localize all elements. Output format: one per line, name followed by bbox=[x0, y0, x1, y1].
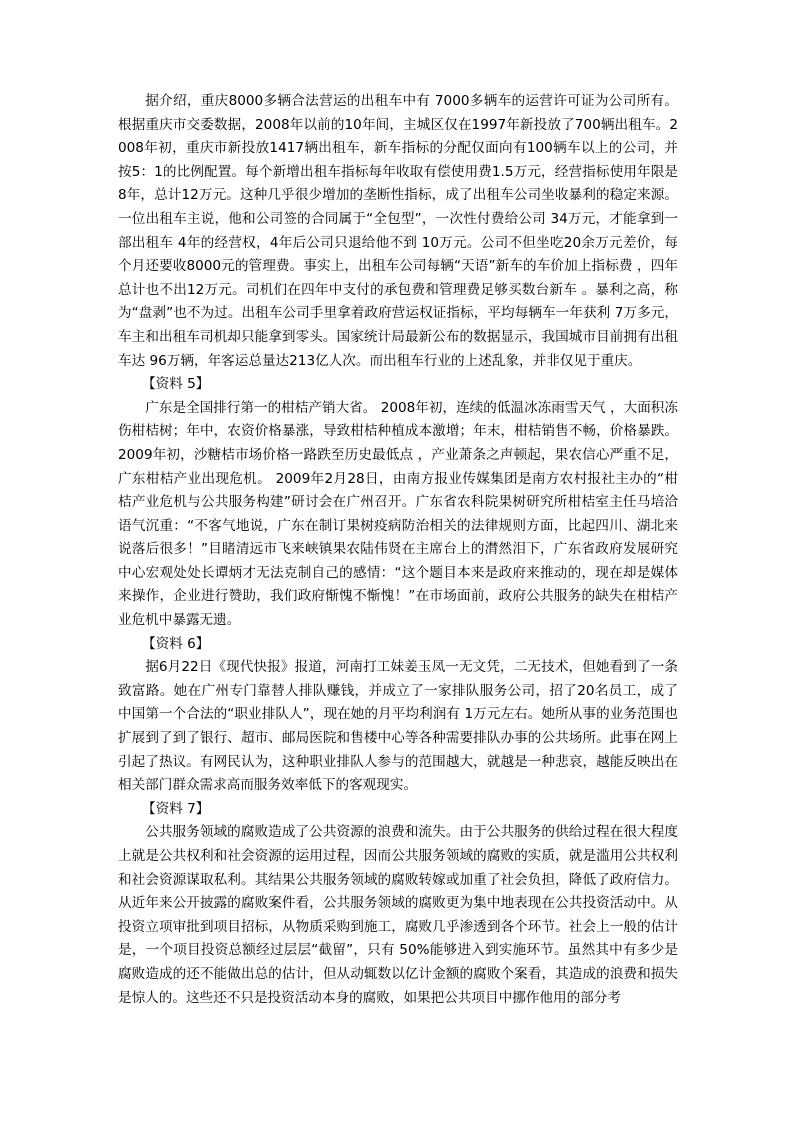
section-heading-material-5: 【资料 5】 bbox=[142, 376, 210, 393]
paragraph-taxi-chongqing: 据介绍，重庆8000多辆合法营运的出租车中有 7000多辆车的运营许可证为公司所有。根据重庆市交委数据，2008年以前的10年间，主城区仅在1997年新投放了700辆出租车。2008年初，重庆市新投放1417辆出租车，新车指标的分配仅面向有100辆车以上的公司，并按5：1的比例配置。每个新增出租车指标每年收取有偿使用费1.5万元，经营指标使用年限是 8年，总计12万元。这种几乎很少增加的垄断性指标，成了出租车公司坐收暴利的稳定来源。一位出租车主说，他和公司签的合同属于“全包型”，一次性付费给公司 34万元，才能拿到一部出租车 4年的经营权，4年后公司只退给他不到 10万元。公司不但坐吃20余万元差价，每个月还要收8000元的管理费。事实上，出租车公司每辆“天语”新车的车价加上指标费 ，四年总计也不出12万元。司机们在四年中支付的承包费和管理费足够买数台新车 。暴利之高，称为“盘剥”也不为过。出租车公司手里拿着政府营运权证指标，平均每辆车一年获利 7万多元，车主和出租车司机却只能拿到零头。国家统计局最新公布的数据显示，我国城市目前拥有出租车达 96万辆，年客运总量达213亿人次。而出租车行业的上述乱象，并非仅见于重庆。 bbox=[118, 93, 678, 369]
paragraph-public-service-corruption: 公共服务领域的腐败造成了公共资源的浪费和流失。由于公共服务的供给过程在很大程度上就是公共权利和社会资源的运用过程，因而公共服务领域的腐败的实质，就是滥用公共权利和社会资源谋取私利。其结果公共服务领域的腐败转嫁或加重了社会负担，降低了政府信力。从近年来公开披露的腐败案件看，公共服务领域的腐败更为集中地表现在公共投资活动中。从投资立项审批到项目招标，从物质采购到施工，腐败几乎渗透到各个环节。社会上一般的估计是，一个项目投资总额经过层层“截留”，只有 50%能够进入到实施环节。虽然其中有多少是腐败造成的还不能做出总的估计，但从动辄数以亿计金额的腐败个案看，其造成的浪费和损失是惊人的。这些还不只是投资活动本身的腐败，如果把公共项目中挪作他用的部分考 bbox=[118, 824, 678, 1006]
paragraph-queue-service: 据6月22日《现代快报》报道，河南打工妹姜玉凤一无文凭，二无技术，但她看到了一条致富路。她在广州专门靠替人排队赚钱，并成立了一家排队服务公司，招了20名员工，成了中国第一个合法的“职业排队人”，现在她的月平均利润有 1万元左右。她所从事的业务范围也扩展到了到了银行、超市、邮局医院和售楼中心等各种需要排队办事的公共场所。此事在网上引起了热议。有网民认为，这种职业排队人参与的范围越大，就越是一种悲哀，越能反映出在相关部门群众需求高而服务效率低下的客观现实。 bbox=[118, 659, 678, 794]
section-heading-material-6: 【资料 6】 bbox=[142, 635, 210, 652]
section-heading-material-7: 【资料 7】 bbox=[142, 800, 210, 817]
document-page bbox=[118, 90, 678, 1010]
paragraph-citrus-guangdong: 广东是全国排行第一的柑桔产销大省。 2008年初，连续的低温冰冻雨雪天气 ，大面积冻伤柑桔树；年中，农资价格暴涨，导致柑桔种植成本激增；年末，柑桔销售不畅，价格暴跌。2009年初，沙糖桔市场价格一路跌至历史最低点 ，产业萧条之声顿起，果农信心严重不足，广东柑桔产业出现危机。 2009年2月28日，由南方报业传媒集团是南方农村报社主办的“柑桔产业危机与公共服务构建”研讨会在广州召开。广东省农科院果树研究所柑桔室主任马培洽语气沉重：“不客气地说，广东在制订果树疫病防治相关的法律规则方面，比起四川、湖北来说落后很多！”目睹清远市飞来峡镇果农陆伟贤在主席台上的潸然泪下，广东省政府发展研究中心宏观处处长谭炳才无法克制自己的感情：“这个题目本来是政府来推动的，现在却是媒体来操作，企业进行赞助，我们政府惭愧不惭愧！”在市场面前，政府公共服务的缺失在柑桔产业危机中暴露无遗。 bbox=[118, 399, 678, 629]
